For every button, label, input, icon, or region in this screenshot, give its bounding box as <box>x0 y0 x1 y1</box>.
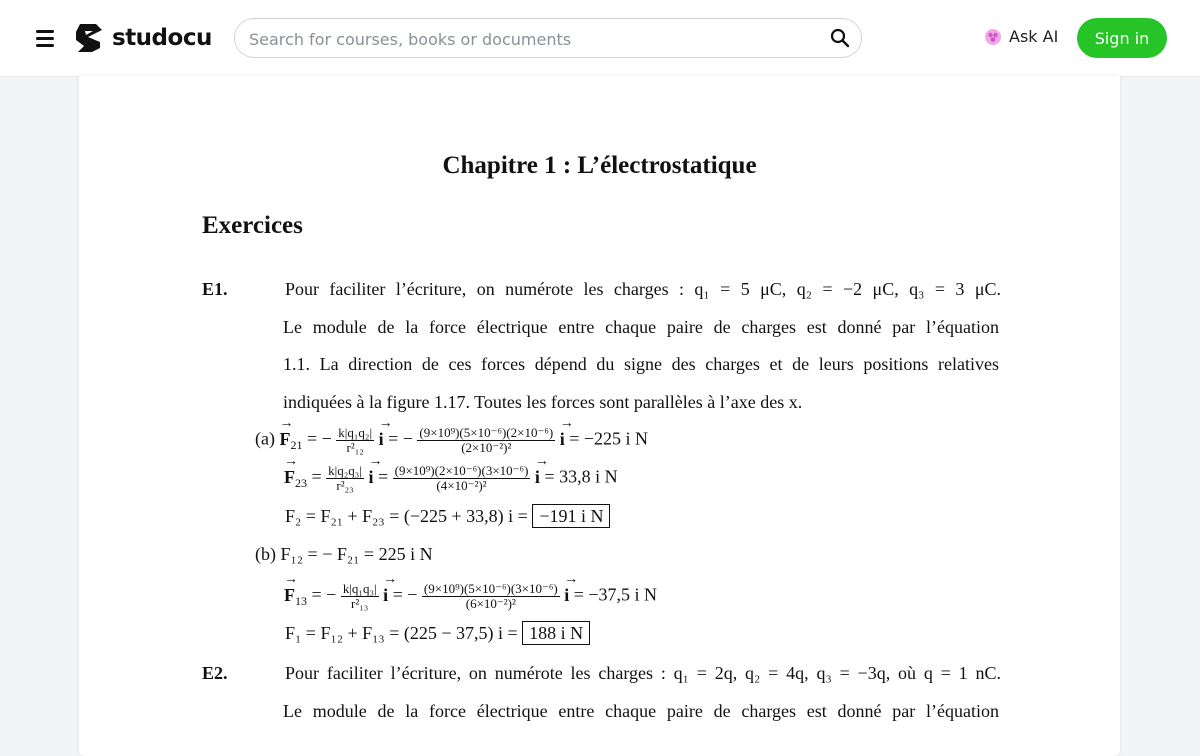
equation-a3 <box>285 506 610 527</box>
section-heading: Exercices <box>202 212 303 239</box>
part-b-label: (b) <box>255 544 276 564</box>
fraction <box>422 582 560 611</box>
ask-ai-button[interactable] <box>984 27 1058 46</box>
boxed-answer: −191 i N <box>532 504 610 528</box>
search-icon[interactable] <box>829 27 851 49</box>
equation-a2: → $F_{23}$ = $\frac{\text{k|q₂q₃|}}{\text{r²₂₃}}$ → i = $\frac{\text{(9×10⁹)(2×10⁻⁶)(3×10⁻⁶)}}{\text{(4×10⁻²)²}}$ → i = 33,8 i N <box>284 464 618 493</box>
subscript: 23 <box>295 476 307 491</box>
brand-name: studocu <box>112 25 212 51</box>
numerator: (9×10⁹)(2×10⁻⁶)(3×10⁻⁶) <box>394 463 529 478</box>
ai-brain-icon <box>984 28 1002 46</box>
chapter-title: Chapitre 1 : L’électrostatique <box>442 152 757 179</box>
exercise-label-e1: E1. <box>202 279 228 299</box>
equation-b3 <box>285 623 590 644</box>
document-page <box>79 76 1120 756</box>
part-a-label: (a) <box>255 428 275 449</box>
fraction <box>393 464 531 493</box>
subscript: 21 <box>290 438 303 453</box>
equation-b1 <box>255 544 433 565</box>
numerator: (9×10⁹)(5×10⁻⁶)(3×10⁻⁶) <box>423 581 558 596</box>
fraction <box>341 582 379 611</box>
sum-expression: F₁ = F₁₂ + F₁₃ = (225 − 37,5) i = <box>285 623 518 643</box>
ask-ai-label: Ask AI <box>1009 27 1059 46</box>
studocu-logo-icon <box>74 22 104 54</box>
sign-in-button[interactable]: Sign in <box>1077 18 1167 58</box>
e1-line-1: Pour faciliter l’écriture, on numérote les charges : q₁ = 5 μC, q₂ = −2 μC, q₃ = 3 μC. <box>285 279 1001 299</box>
e1-line-3: 1.1. La direction de ces forces dépend du signe des charges et de leurs positions relatives <box>283 354 999 374</box>
e2-line-1: Pour faciliter l’écriture, on numérote les charges : q₁ = 2q, q₂ = 4q, q₃ = −3q, où q = 1 nC. <box>285 663 1001 683</box>
e2-line-2: Le module de la force électrique entre chaque paire de charges est donné par l’équation <box>283 701 999 721</box>
hamburger-menu-icon[interactable] <box>36 30 54 51</box>
numerator: (9×10⁹)(5×10⁻⁶)(2×10⁻⁶) <box>419 425 554 440</box>
denominator: r²₁₃ <box>351 596 369 611</box>
search-input[interactable] <box>247 27 811 51</box>
search-bar <box>234 18 862 58</box>
boxed-answer: 188 i N <box>522 621 590 645</box>
studocu-logo[interactable] <box>74 22 212 54</box>
sum-expression: F₂ = F₂₁ + F₂₃ = (−225 + 33,8) i = <box>285 506 528 526</box>
denominator: r²₁₂ <box>346 440 364 455</box>
subscript: 13 <box>295 594 307 609</box>
fraction <box>326 464 364 493</box>
top-navigation-bar <box>0 0 1200 77</box>
equation-a1: $(a) \to F_{21}$ = − $\frac{\text{k|q₁q₂|}}{\text{r²₁₂}}$ → i = − $\frac{\text{(9×10⁹)(5×10⁻⁶)(2×10⁻⁶)}}{\text{(2×10⁻²)²}}$ → i = −225 i N <box>255 426 648 455</box>
result: = −225 i N <box>569 428 649 449</box>
fraction <box>336 426 374 455</box>
denominator: r²₂₃ <box>336 478 354 493</box>
denominator: (6×10⁻²)² <box>465 596 516 611</box>
expression: F₁₂ = − F₂₁ = 225 i N <box>280 544 433 564</box>
force-vector-symbol: → F <box>279 429 290 450</box>
e1-line-4: indiquées à la figure 1.17. Toutes les forces sont parallèles à l’axe des x. <box>283 392 803 412</box>
equation-b2: → $F_{13}$ = − $\frac{\text{k|q₁q₃|}}{\text{r²₁₃}}$ → i = − $\frac{\text{(9×10⁹)(5×10⁻⁶)(3×10⁻⁶)}}{\text{(6×10⁻²)²}}$ → i = −37,5 i N <box>284 582 657 611</box>
denominator: (4×10⁻²)² <box>436 478 487 493</box>
denominator: (2×10⁻²)² <box>461 440 512 455</box>
exercise-label-e2: E2. <box>202 663 228 683</box>
numerator: k|q₁q₃| <box>342 581 377 596</box>
result: = −37,5 i N <box>573 584 658 605</box>
e1-line-2: Le module de la force électrique entre chaque paire de charges est donné par l’équation <box>283 317 999 337</box>
numerator: k|q₂q₃| <box>328 463 362 478</box>
result: = 33,8 i N <box>544 466 618 487</box>
fraction <box>417 426 555 455</box>
numerator: k|q₁q₂| <box>338 425 373 440</box>
